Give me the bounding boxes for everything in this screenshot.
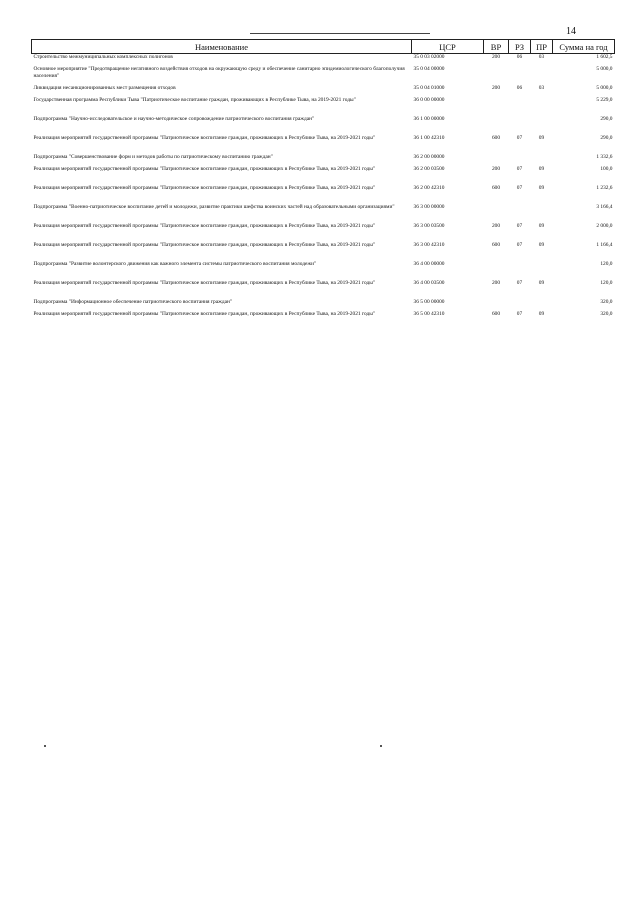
scan-speck <box>380 745 382 747</box>
table-row <box>32 54 615 66</box>
table-row <box>32 116 615 135</box>
row-sum: 320,0 <box>600 310 613 317</box>
row-sum: 2 000,0 <box>596 222 613 229</box>
row-pr <box>531 154 553 166</box>
row-csr: 36 4 00 03500 <box>413 279 445 286</box>
table-header-row <box>32 40 615 54</box>
row-pr: 09 <box>538 222 545 229</box>
row-vr: 200 <box>491 54 501 60</box>
row-name: Реализация мероприятий государственной программы "Патриотическое воспитание граждан, проживающих в Республике Тыва, на 2019-2021 годы" <box>33 184 376 191</box>
scan-speck <box>44 745 46 747</box>
row-csr: 35 0 04 01000 <box>413 84 445 91</box>
row-rz <box>509 116 531 135</box>
budget-table <box>31 39 615 330</box>
row-vr: 200 <box>491 279 501 286</box>
row-sum: 5 229,0 <box>596 96 613 103</box>
column-header-csr: ЦСР <box>412 40 484 54</box>
row-sum: 1 602,5 <box>596 54 613 60</box>
row-pr: 09 <box>538 165 545 172</box>
column-header-pr: ПР <box>531 40 553 54</box>
row-rz <box>509 154 531 166</box>
table-row <box>32 223 615 242</box>
row-sum: 290,0 <box>600 115 613 122</box>
row-rz: 07 <box>516 222 523 229</box>
row-csr: 36 3 00 42310 <box>413 241 445 248</box>
row-csr: 36 5 00 42310 <box>413 310 445 317</box>
table-body <box>32 54 615 330</box>
row-sum: 320,0 <box>600 298 613 305</box>
column-header-rz: РЗ <box>509 40 531 54</box>
row-vr <box>484 154 509 166</box>
row-vr: 200 <box>491 84 501 91</box>
row-rz: 07 <box>516 165 523 172</box>
row-rz: 06 <box>516 54 523 60</box>
row-sum: 1 166,4 <box>596 241 613 248</box>
row-sum: 100,0 <box>600 165 613 172</box>
row-sum: 1 232,6 <box>596 184 613 191</box>
table-row <box>32 154 615 166</box>
table-row <box>32 280 615 299</box>
table-row <box>32 204 615 223</box>
table-row <box>32 299 615 311</box>
row-vr <box>484 261 509 280</box>
row-csr: 36 2 00 03500 <box>413 165 445 172</box>
row-name: Подпрограмма "Совершенствование форм и методов работы по патриотическому воспитанию граждан" <box>33 153 273 160</box>
page-number: 14 <box>566 26 576 37</box>
row-vr: 200 <box>491 222 501 229</box>
row-sum: 290,0 <box>600 134 613 141</box>
row-vr: 600 <box>491 310 501 317</box>
row-csr: 36 0 00 00000 <box>413 96 445 103</box>
row-csr: 36 1 00 00000 <box>413 115 445 122</box>
row-csr: 36 5 00 00000 <box>413 298 445 305</box>
row-rz: 07 <box>516 241 523 248</box>
row-pr: 09 <box>538 134 545 141</box>
row-pr: 09 <box>538 241 545 248</box>
row-rz <box>509 261 531 280</box>
row-pr <box>531 261 553 280</box>
table-row <box>32 66 615 85</box>
table-row <box>32 311 615 330</box>
row-csr: 36 2 00 00000 <box>413 153 445 160</box>
row-rz: 07 <box>516 184 523 191</box>
row-vr <box>484 116 509 135</box>
row-name: Реализация мероприятий государственной программы "Патриотическое воспитание граждан, проживающих в Республике Тыва, на 2019-2021 годы" <box>33 310 376 317</box>
row-rz: 07 <box>516 310 523 317</box>
table-row <box>32 242 615 261</box>
row-rz: 06 <box>516 84 523 91</box>
row-name: Реализация мероприятий государственной программы "Патриотическое воспитание граждан, проживающих в Республике Тыва, на 2019-2021 годы" <box>33 134 376 141</box>
row-csr: 36 1 00 42310 <box>413 134 445 141</box>
row-name: Строительство межмуниципальных комплексных полигонов <box>33 54 173 60</box>
row-sum: 5 000,0 <box>596 65 613 72</box>
row-rz <box>509 97 531 116</box>
row-vr: 200 <box>491 165 501 172</box>
row-name: Государственная программа Республики Тыва "Патриотическое воспитание граждан, проживающих в Республике Тыва, на 2019-2021 годы" <box>33 96 356 103</box>
row-name: Подпрограмма "Научно-исследовательское и научно-методическое сопровождение патриотического воспитания граждан" <box>33 115 315 122</box>
row-name: Подпрограмма "Информационное обеспечение патриотического воспитания граждан" <box>33 298 233 305</box>
row-vr <box>484 66 509 85</box>
row-csr: 36 4 00 00000 <box>413 260 445 267</box>
header-rule <box>250 33 430 34</box>
row-vr <box>484 204 509 223</box>
row-pr <box>531 299 553 311</box>
table-row <box>32 85 615 97</box>
row-pr: 09 <box>538 279 545 286</box>
row-sum: 5 000,0 <box>596 84 613 91</box>
row-pr: 09 <box>538 184 545 191</box>
row-name: Подпрограмма "Развитие волонтерского движения как важного элемента системы патриотического воспитания молодежи" <box>33 260 317 267</box>
row-vr <box>484 97 509 116</box>
row-rz: 07 <box>516 134 523 141</box>
row-pr: 03 <box>538 54 545 60</box>
row-vr <box>484 299 509 311</box>
table-row <box>32 166 615 185</box>
row-csr: 36 3 00 03500 <box>413 222 445 229</box>
row-sum: 120,0 <box>600 279 613 286</box>
row-name: Ликвидация несанкционированных мест размещения отходов <box>33 84 176 91</box>
row-vr: 600 <box>491 241 501 248</box>
row-pr <box>531 116 553 135</box>
row-rz <box>509 299 531 311</box>
row-name: Реализация мероприятий государственной программы "Патриотическое воспитание граждан, проживающих в Республике Тыва, на 2019-2021 годы" <box>33 222 376 229</box>
row-name: Реализация мероприятий государственной программы "Патриотическое воспитание граждан, проживающих в Республике Тыва, на 2019-2021 годы" <box>33 241 376 248</box>
row-pr <box>531 97 553 116</box>
row-csr: 35 0 04 00000 <box>413 65 445 72</box>
column-header-sum: Сумма на год <box>553 40 615 54</box>
row-name: Реализация мероприятий государственной программы "Патриотическое воспитание граждан, проживающих в Республике Тыва, на 2019-2021 годы" <box>33 165 376 172</box>
row-vr: 600 <box>491 134 501 141</box>
row-pr <box>531 204 553 223</box>
table-row <box>32 135 615 154</box>
row-pr: 09 <box>538 310 545 317</box>
row-pr <box>531 66 553 85</box>
row-csr: 36 2 00 42310 <box>413 184 445 191</box>
table-row <box>32 97 615 116</box>
row-vr: 600 <box>491 184 501 191</box>
row-name: Основное мероприятие "Предотвращение негативного воздействия отходов на окружающую среду и обеспечение санитарно эпидемиологического благополучия населения" <box>33 65 405 79</box>
row-name: Подпрограмма "Военно-патриотическое воспитание детей и молодежи, развитие практики шефства воинских частей над образовательными организациями" <box>33 203 395 210</box>
table-row <box>32 261 615 280</box>
column-header-vr: ВР <box>484 40 509 54</box>
row-rz: 07 <box>516 279 523 286</box>
row-sum: 1 332,6 <box>596 153 613 160</box>
row-csr: 36 3 00 00000 <box>413 203 445 210</box>
row-pr: 03 <box>538 84 545 91</box>
row-sum: 120,0 <box>600 260 613 267</box>
row-csr: 35 0 03 02000 <box>413 54 445 60</box>
row-name: Реализация мероприятий государственной программы "Патриотическое воспитание граждан, проживающих в Республике Тыва, на 2019-2021 годы" <box>33 279 376 286</box>
table-row <box>32 185 615 204</box>
row-sum: 3 166,4 <box>596 203 613 210</box>
row-rz <box>509 66 531 85</box>
column-header-name: Наименование <box>32 40 412 54</box>
row-rz <box>509 204 531 223</box>
